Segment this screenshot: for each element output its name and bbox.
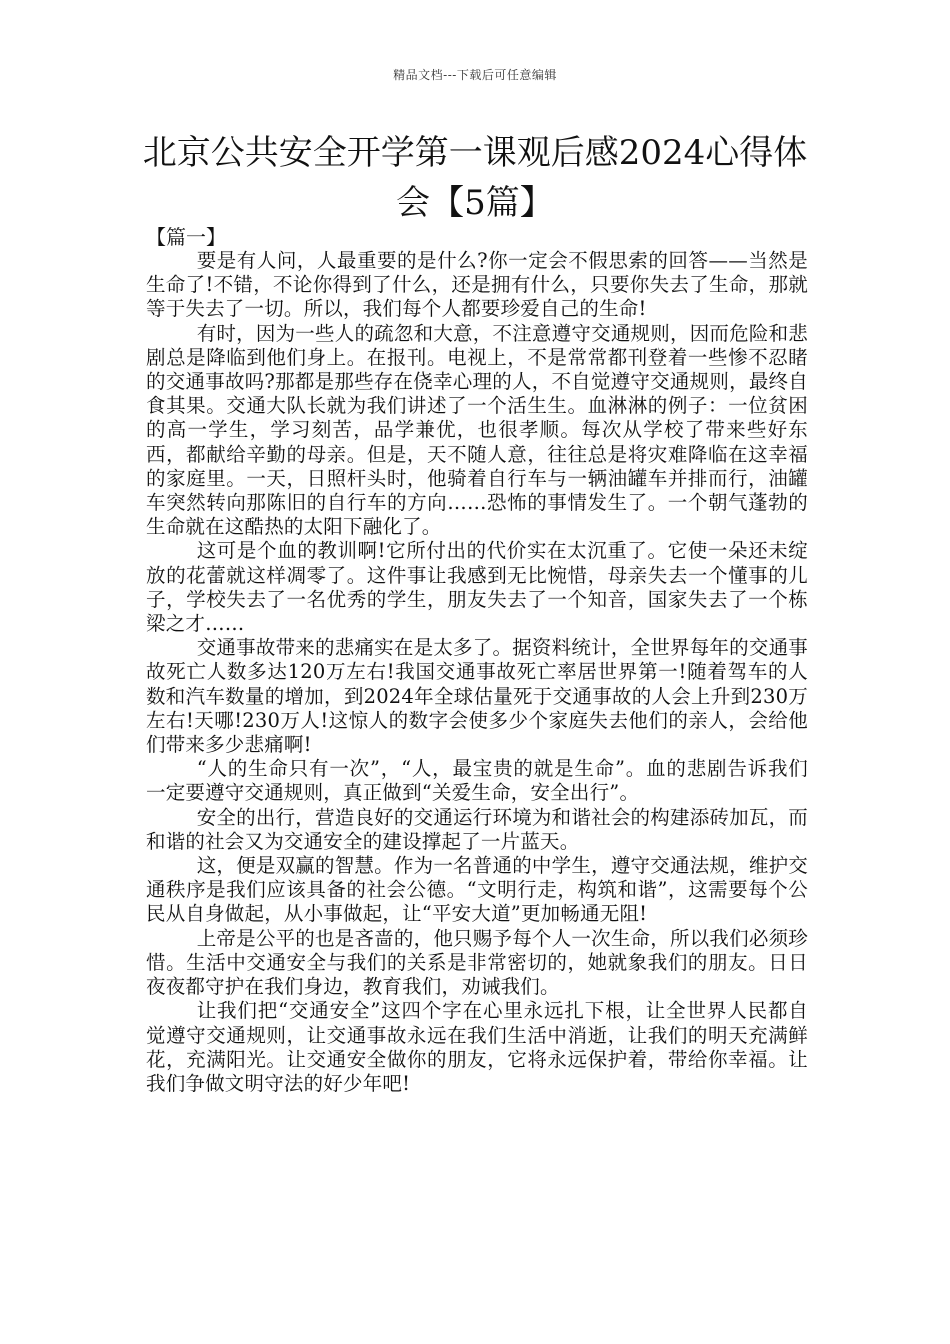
paragraph: 有时，因为一些人的疏忽和大意，不注意遵守交通规则，因而危险和悲剧总是降临到他们身上。在报刊。电视上，不是常常都刊登着一些惨不忍睹的交通事故吗?那都是那些存在侥幸心理的人，不自觉遵守交通规则，最终自食其果。交通大队长就为我们讲述了一个活生生。血淋淋的例子：一位贫困的高一学生，学习刻苦，品学兼优，也很孝顺。每次从学校了带来些好东西，都献给辛勤的母亲。但是，天不随人意，往往总是将灾难降临在这幸福的家庭里。一天，日照杆头时，他骑着自行车与一辆油罐车并排而行，油罐车突然转向那陈旧的自行车的方向……恐怖的事情发生了。一个朝气蓬勃的生命就在这酷热的太阳下融化了。 xyxy=(146,321,808,539)
paragraph: 要是有人问，人最重要的是什么?你一定会不假思索的回答——当然是生命了!不错，不论你得到了什么，还是拥有什么，只要你失去了生命，那就等于失去了一切。所以，我们每个人都要珍爱自己的生命! xyxy=(146,249,808,321)
paragraph: 让我们把“交通安全”这四个字在心里永远扎下根，让全世界人民都自觉遵守交通规则，让交通事故永远在我们生活中消逝，让我们的明天充满鲜花，充满阳光。让交通安全做你的朋友，它将永远保护着，带给你幸福。让我们争做文明守法的好少年吧! xyxy=(146,999,808,1095)
document-title: 北京公共安全开学第一课观后感2024心得体会【5篇】 xyxy=(142,133,808,223)
section-label: 【篇一】 xyxy=(146,225,226,249)
paragraph: 这，便是双赢的智慧。作为一名普通的中学生，遵守交通法规，维护交通秩序是我们应该具备的社会公德。“文明行走，构筑和谐”，这需要每个公民从自身做起，从小事做起，让“平安大道”更加畅通无阻! xyxy=(146,854,808,926)
paragraph: 这可是个血的教训啊!它所付出的代价实在太沉重了。它使一朵还未绽放的花蕾就这样凋零了。这件事让我感到无比惋惜，母亲失去一个懂事的儿子，学校失去了一名优秀的学生，朋友失去了一个知音，国家失去了一个栋梁之才…… xyxy=(146,539,808,636)
paragraph: 安全的出行，营造良好的交通运行环境为和谐社会的构建添砖加瓦，而和谐的社会又为交通安全的建设撑起了一片蓝天。 xyxy=(146,805,808,853)
page-header: 精品文档---下载后可任意编辑 xyxy=(393,68,557,82)
paragraph: “人的生命只有一次”，“人，最宝贵的就是生命”。血的悲剧告诉我们一定要遵守交通规则，真正做到“关爱生命，安全出行”。 xyxy=(146,757,808,805)
document-body xyxy=(146,249,808,1096)
paragraph: 上帝是公平的也是吝啬的，他只赐予每个人一次生命，所以我们必须珍惜。生活中交通安全与我们的关系是非常密切的，她就象我们的朋友。日日夜夜都守护在我们身边，教育我们，劝诫我们。 xyxy=(146,926,808,999)
paragraph: 交通事故带来的悲痛实在是太多了。据资料统计，全世界每年的交通事故死亡人数多达120万左右!我国交通事故死亡率居世界第一!随着驾车的人数和汽车数量的增加，到2024年全球估量死于交通事故的人会上升到230万左右!天哪!230万人!这惊人的数字会使多少个家庭失去他们的亲人，会给他们带来多少悲痛啊! xyxy=(146,636,808,757)
